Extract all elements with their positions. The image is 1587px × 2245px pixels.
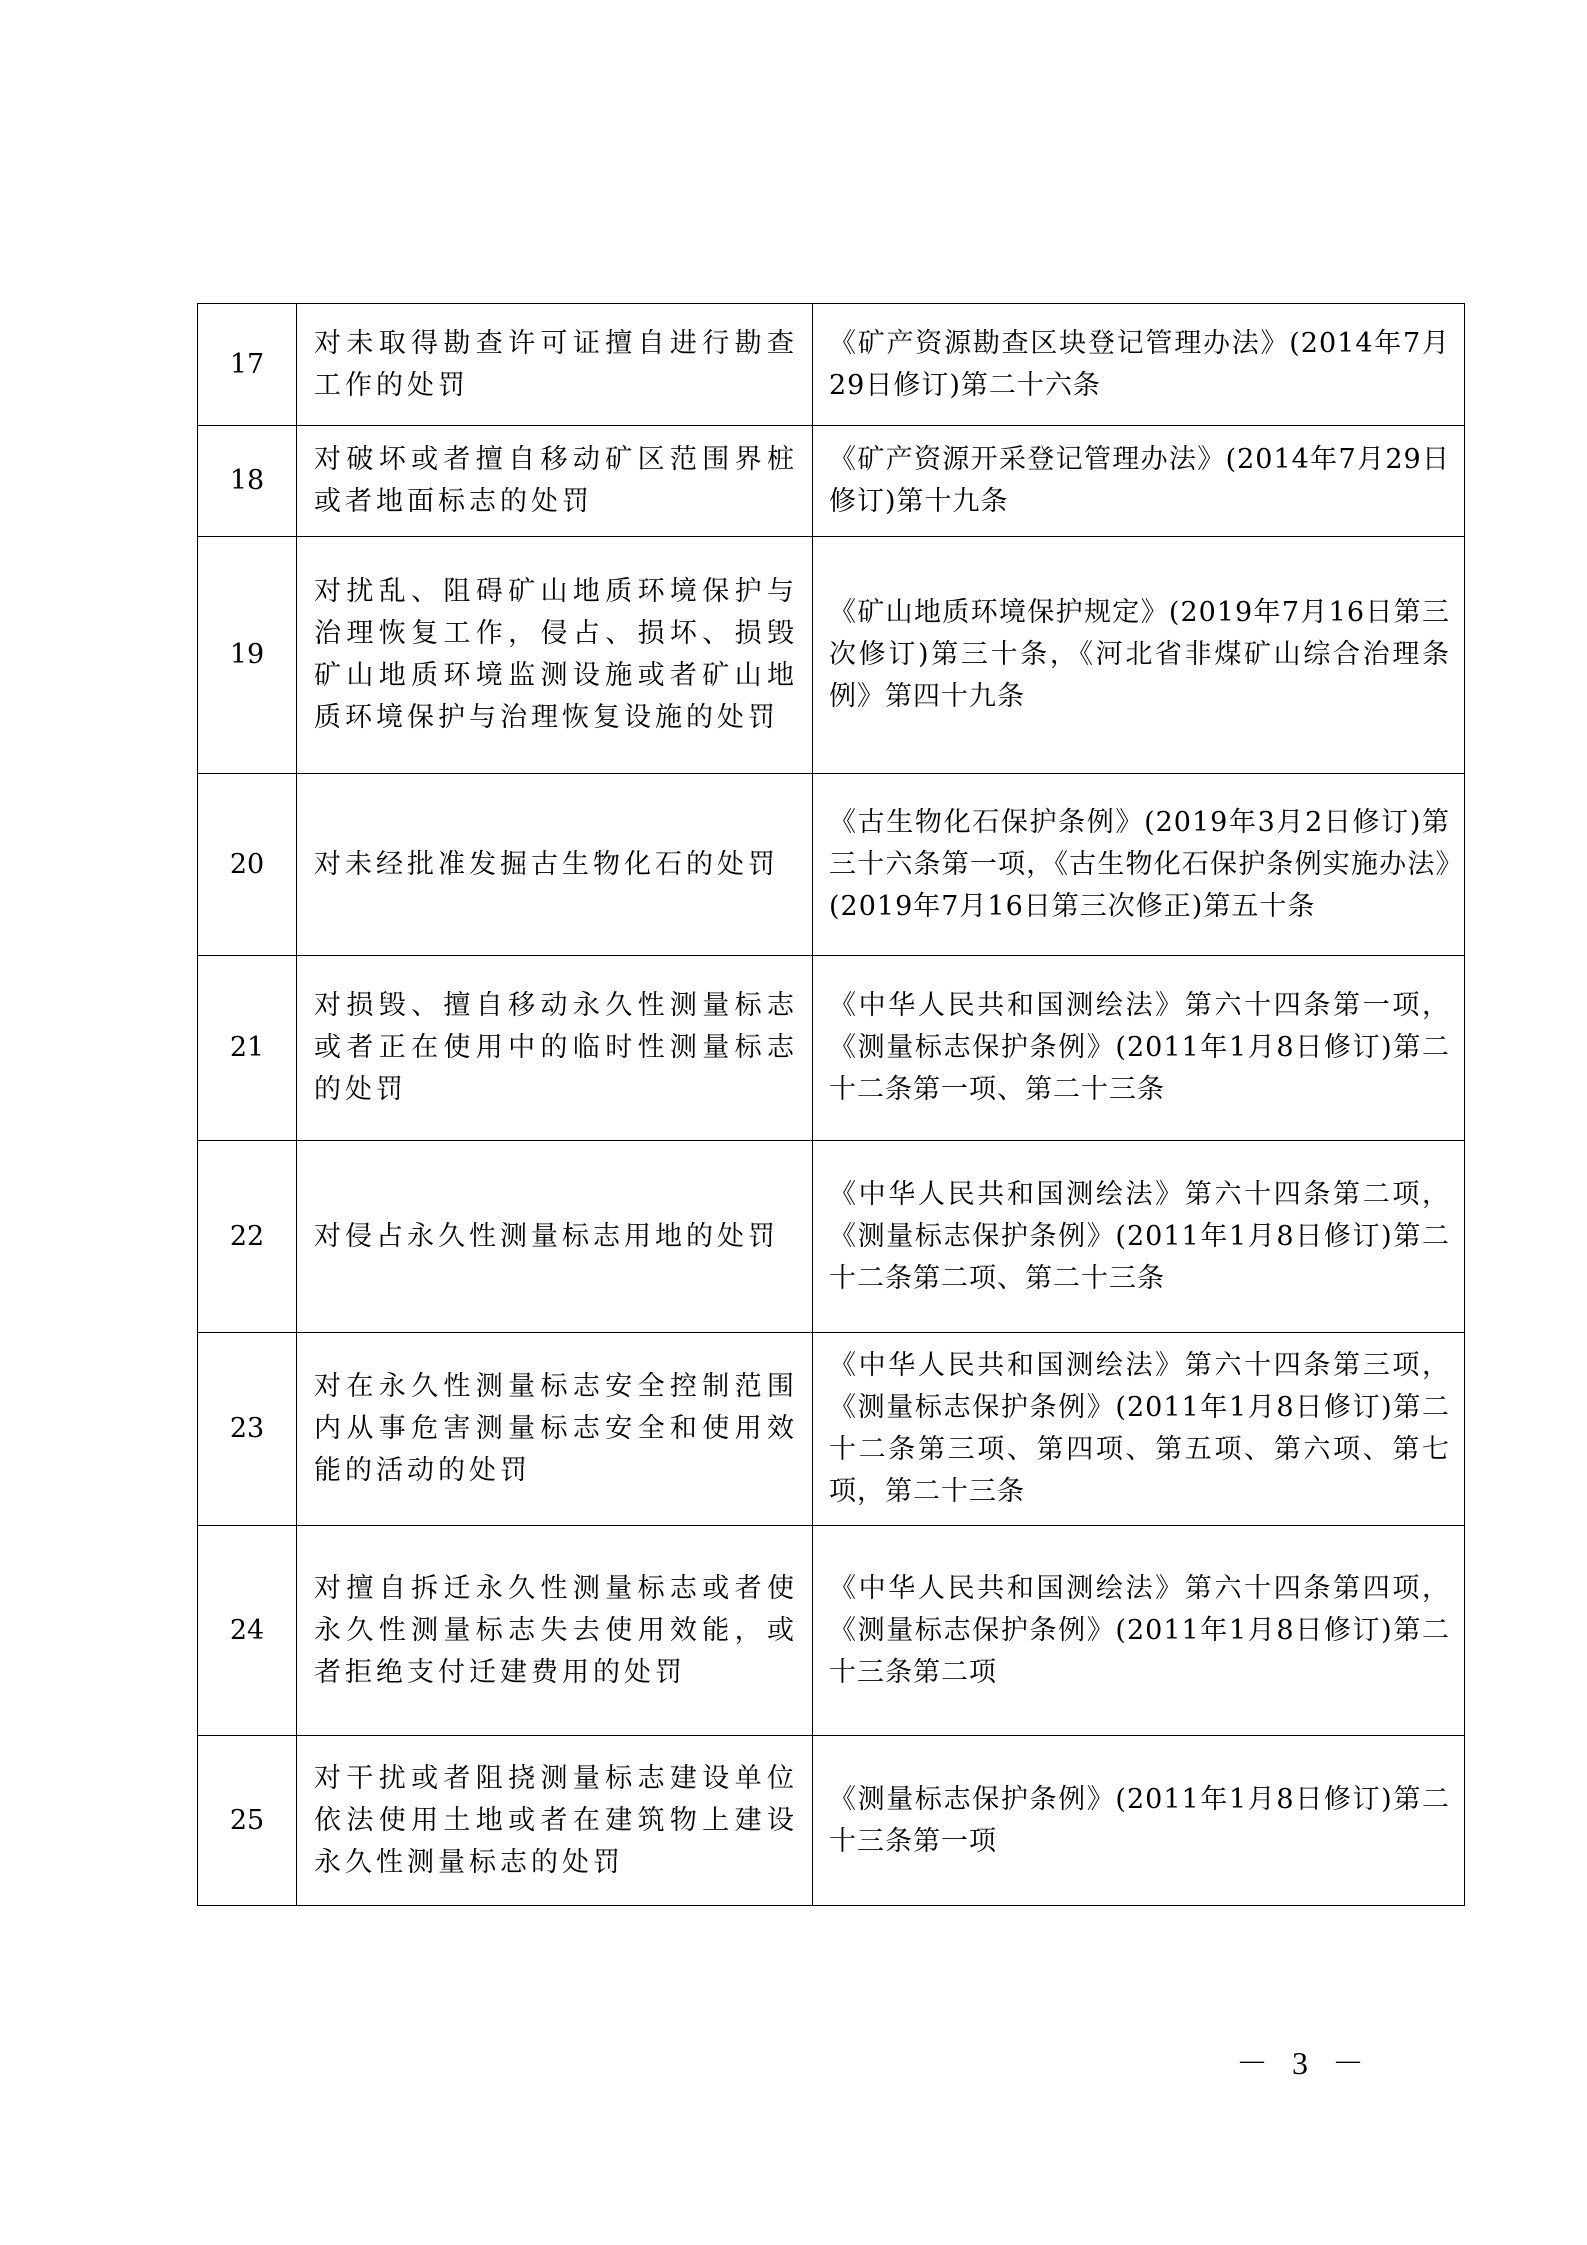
table-row [198,1141,1465,1333]
legal-basis: 《中华人民共和国测绘法》第六十四条第一项，《测量标志保护条例》(2011年1月8日修订)第二十二条第一项、第二十三条 [813,956,1465,1141]
table-row [198,1736,1465,1906]
legal-basis: 《中华人民共和国测绘法》第六十四条第四项，《测量标志保护条例》(2011年1月8日修订)第二十三条第二项 [813,1526,1465,1736]
legal-basis: 《矿产资源勘查区块登记管理办法》(2014年7月29日修订)第二十六条 [813,304,1465,426]
row-number: 20 [198,774,297,956]
penalty-items-table [197,303,1465,1906]
row-number: 24 [198,1526,297,1736]
page-number: － 3 － [1235,2045,1372,2081]
penalty-item: 对在永久性测量标志安全控制范围内从事危害测量标志安全和使用效能的活动的处罚 [297,1333,813,1526]
row-number: 22 [198,1141,297,1333]
table-row [198,426,1465,537]
row-number: 21 [198,956,297,1141]
row-number: 17 [198,304,297,426]
penalty-item: 对破坏或者擅自移动矿区范围界桩或者地面标志的处罚 [297,426,813,537]
legal-basis: 《矿产资源开采登记管理办法》(2014年7月29日修订)第十九条 [813,426,1465,537]
legal-basis: 《测量标志保护条例》(2011年1月8日修订)第二十三条第一项 [813,1736,1465,1906]
penalty-item: 对干扰或者阻挠测量标志建设单位依法使用土地或者在建筑物上建设永久性测量标志的处罚 [297,1736,813,1906]
legal-basis: 《中华人民共和国测绘法》第六十四条第二项，《测量标志保护条例》(2011年1月8日修订)第二十二条第二项、第二十三条 [813,1141,1465,1333]
table-row [198,304,1465,426]
penalty-item: 对未取得勘查许可证擅自进行勘查工作的处罚 [297,304,813,426]
table-row [198,1526,1465,1736]
legal-basis: 《矿山地质环境保护规定》(2019年7月16日第三次修订)第三十条，《河北省非煤矿山综合治理条例》第四十九条 [813,537,1465,774]
row-number: 23 [198,1333,297,1526]
table-row [198,1333,1465,1526]
penalty-item: 对未经批准发掘古生物化石的处罚 [297,774,813,956]
table-row [198,537,1465,774]
legal-basis: 《古生物化石保护条例》(2019年3月2日修订)第三十六条第一项，《古生物化石保护条例实施办法》(2019年7月16日第三次修正)第五十条 [813,774,1465,956]
row-number: 25 [198,1736,297,1906]
row-number: 19 [198,537,297,774]
legal-basis: 《中华人民共和国测绘法》第六十四条第三项，《测量标志保护条例》(2011年1月8日修订)第二十二条第三项、第四项、第五项、第六项、第七项，第二十三条 [813,1333,1465,1526]
table-row [198,774,1465,956]
table-row [198,956,1465,1141]
row-number: 18 [198,426,297,537]
penalty-item: 对侵占永久性测量标志用地的处罚 [297,1141,813,1333]
penalty-item: 对擅自拆迁永久性测量标志或者使永久性测量标志失去使用效能，或者拒绝支付迁建费用的处罚 [297,1526,813,1736]
penalty-item: 对损毁、擅自移动永久性测量标志或者正在使用中的临时性测量标志的处罚 [297,956,813,1141]
penalty-item: 对扰乱、阻碍矿山地质环境保护与治理恢复工作，侵占、损坏、损毁矿山地质环境监测设施或者矿山地质环境保护与治理恢复设施的处罚 [297,537,813,774]
